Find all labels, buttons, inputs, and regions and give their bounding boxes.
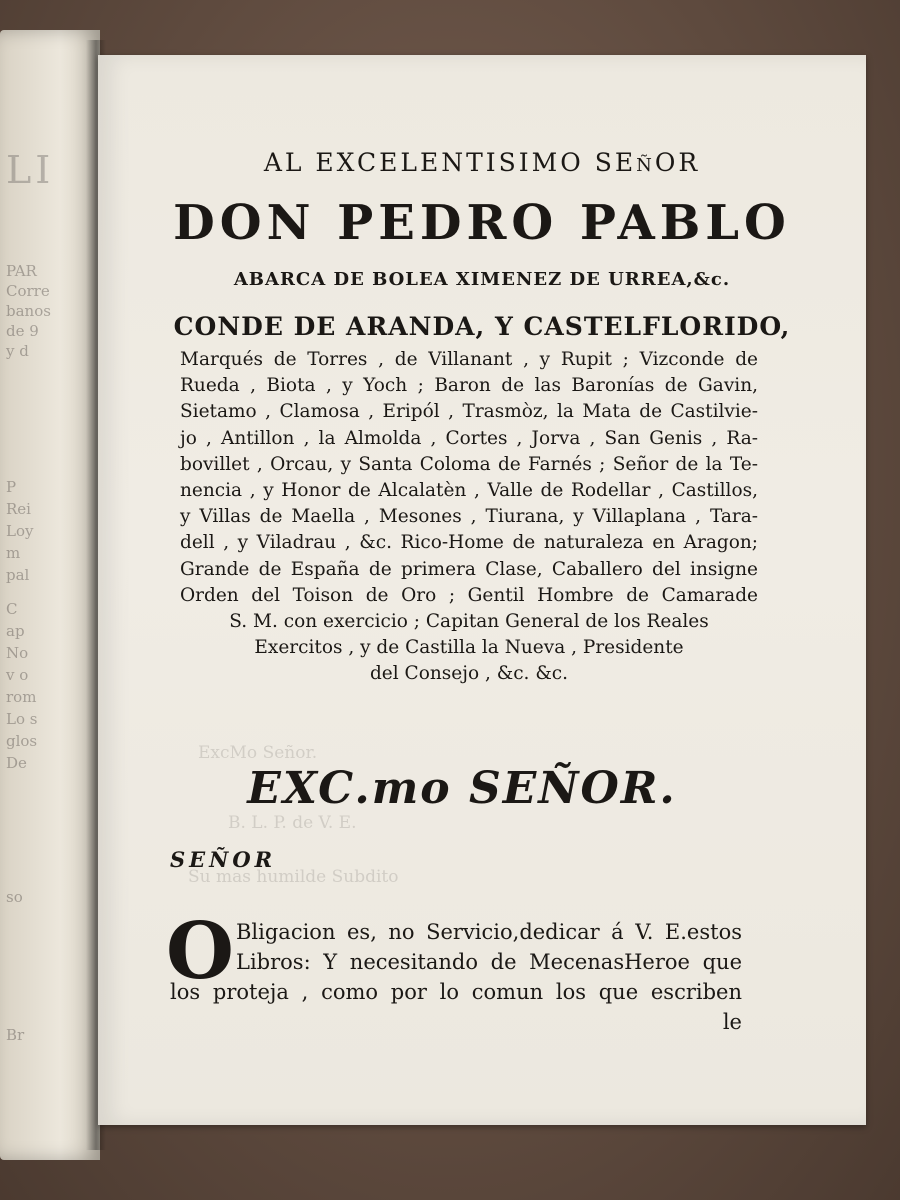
drop-cap: O — [166, 906, 234, 997]
left-page-fragment: so — [6, 888, 23, 906]
bleed-through-text: B. L. P. de V. E. — [228, 813, 357, 833]
left-page-fragment: LI — [6, 148, 55, 192]
left-page-fragment: m — [6, 544, 21, 562]
titles-line: Exercitos , y de Castilla la Nueva , Presidente — [254, 637, 684, 659]
salutation-heading: EXC.mo SEÑOR. — [247, 763, 677, 814]
titles-block — [180, 347, 758, 688]
heading-name: DON PEDRO PABLO — [173, 195, 791, 251]
body-paragraph — [170, 917, 742, 1037]
left-page-fragment: glos — [6, 732, 38, 750]
left-page-fragment: C — [6, 600, 18, 618]
titles-line: nencia , y Honor de Alcalatèn , Valle de Rodellar , Castillos, — [180, 480, 758, 502]
left-page-fragment: Corre — [6, 282, 50, 300]
bleed-through-text: ExcMo Señor. — [198, 743, 318, 763]
left-page-fragment: De — [6, 754, 27, 772]
bleed-through-text: Su mas humilde Subdito — [188, 867, 399, 887]
left-page-fragment: Br — [6, 1026, 25, 1044]
body-line: los proteja , como por lo comun los que escriben — [170, 980, 742, 1004]
titles-line: jo , Antillon , la Almolda , Cortes , Jorva , San Genis , Ra- — [180, 427, 758, 449]
titles-line: bovillet , Orcau, y Santa Coloma de Farnés ; Señor de la Te- — [180, 453, 758, 475]
titles-line: del Consejo , &c. &c. — [369, 663, 569, 685]
titles-line: S. M. con exercicio ; Capitan General de los Reales — [229, 611, 709, 633]
heading-line-1: AL EXCELENTISIMO SEñOR — [263, 148, 701, 177]
body-line: Libros: Y necesitando de MecenasHeroe que — [236, 950, 742, 974]
heading-line-3: ABARCA DE BOLEA XIMENEZ DE URREA,&c. — [233, 269, 731, 290]
previous-page — [0, 30, 100, 1160]
left-page-fragment: banos — [6, 302, 51, 320]
heading-title-line: CONDE DE ARANDA, Y CASTELFLORIDO, — [173, 312, 791, 341]
body-line: Bligacion es, no Servicio,dedicar á V. E.estos — [236, 920, 742, 944]
titles-line: dell , y Viladrau , &c. Rico-Home de naturaleza en Aragon; — [180, 532, 758, 554]
titles-line: Rueda , Biota , y Yoch ; Baron de las Baronías de Gavin, — [180, 375, 758, 397]
left-page-fragment: ap — [6, 622, 25, 640]
titles-line: Orden del Toison de Oro ; Gentil Hombre de Camarade — [180, 584, 758, 606]
left-page-fragment: Lo s — [6, 710, 38, 728]
left-page-fragment: y d — [6, 342, 29, 360]
dedication-page — [98, 55, 866, 1125]
left-page-fragment: v o — [6, 666, 29, 684]
senor-heading: SEÑOR — [170, 847, 277, 872]
titles-line: y Villas de Maella , Mesones , Tiurana, y Villaplana , Tara- — [180, 506, 758, 528]
left-page-fragment: Rei — [6, 500, 31, 518]
left-page-fragment: No — [6, 644, 29, 662]
titles-line: Marqués de Torres , de Villanant , y Rupit ; Vizconde de — [180, 349, 758, 370]
titles-line: Grande de España de primera Clase, Caballero del insigne — [180, 558, 758, 580]
left-page-fragment: P — [6, 478, 17, 496]
titles-line: Sietamo , Clamosa , Eripól , Trasmòz, la Mata de Castilvie- — [180, 401, 758, 423]
left-page-fragment: Loy — [6, 522, 34, 540]
left-page-fragment: PAR — [6, 262, 37, 280]
catchword: le — [722, 1010, 742, 1034]
left-page-fragment: de 9 — [6, 322, 39, 340]
left-page-fragment: pal — [6, 566, 30, 584]
left-page-fragment: rom — [6, 688, 37, 706]
